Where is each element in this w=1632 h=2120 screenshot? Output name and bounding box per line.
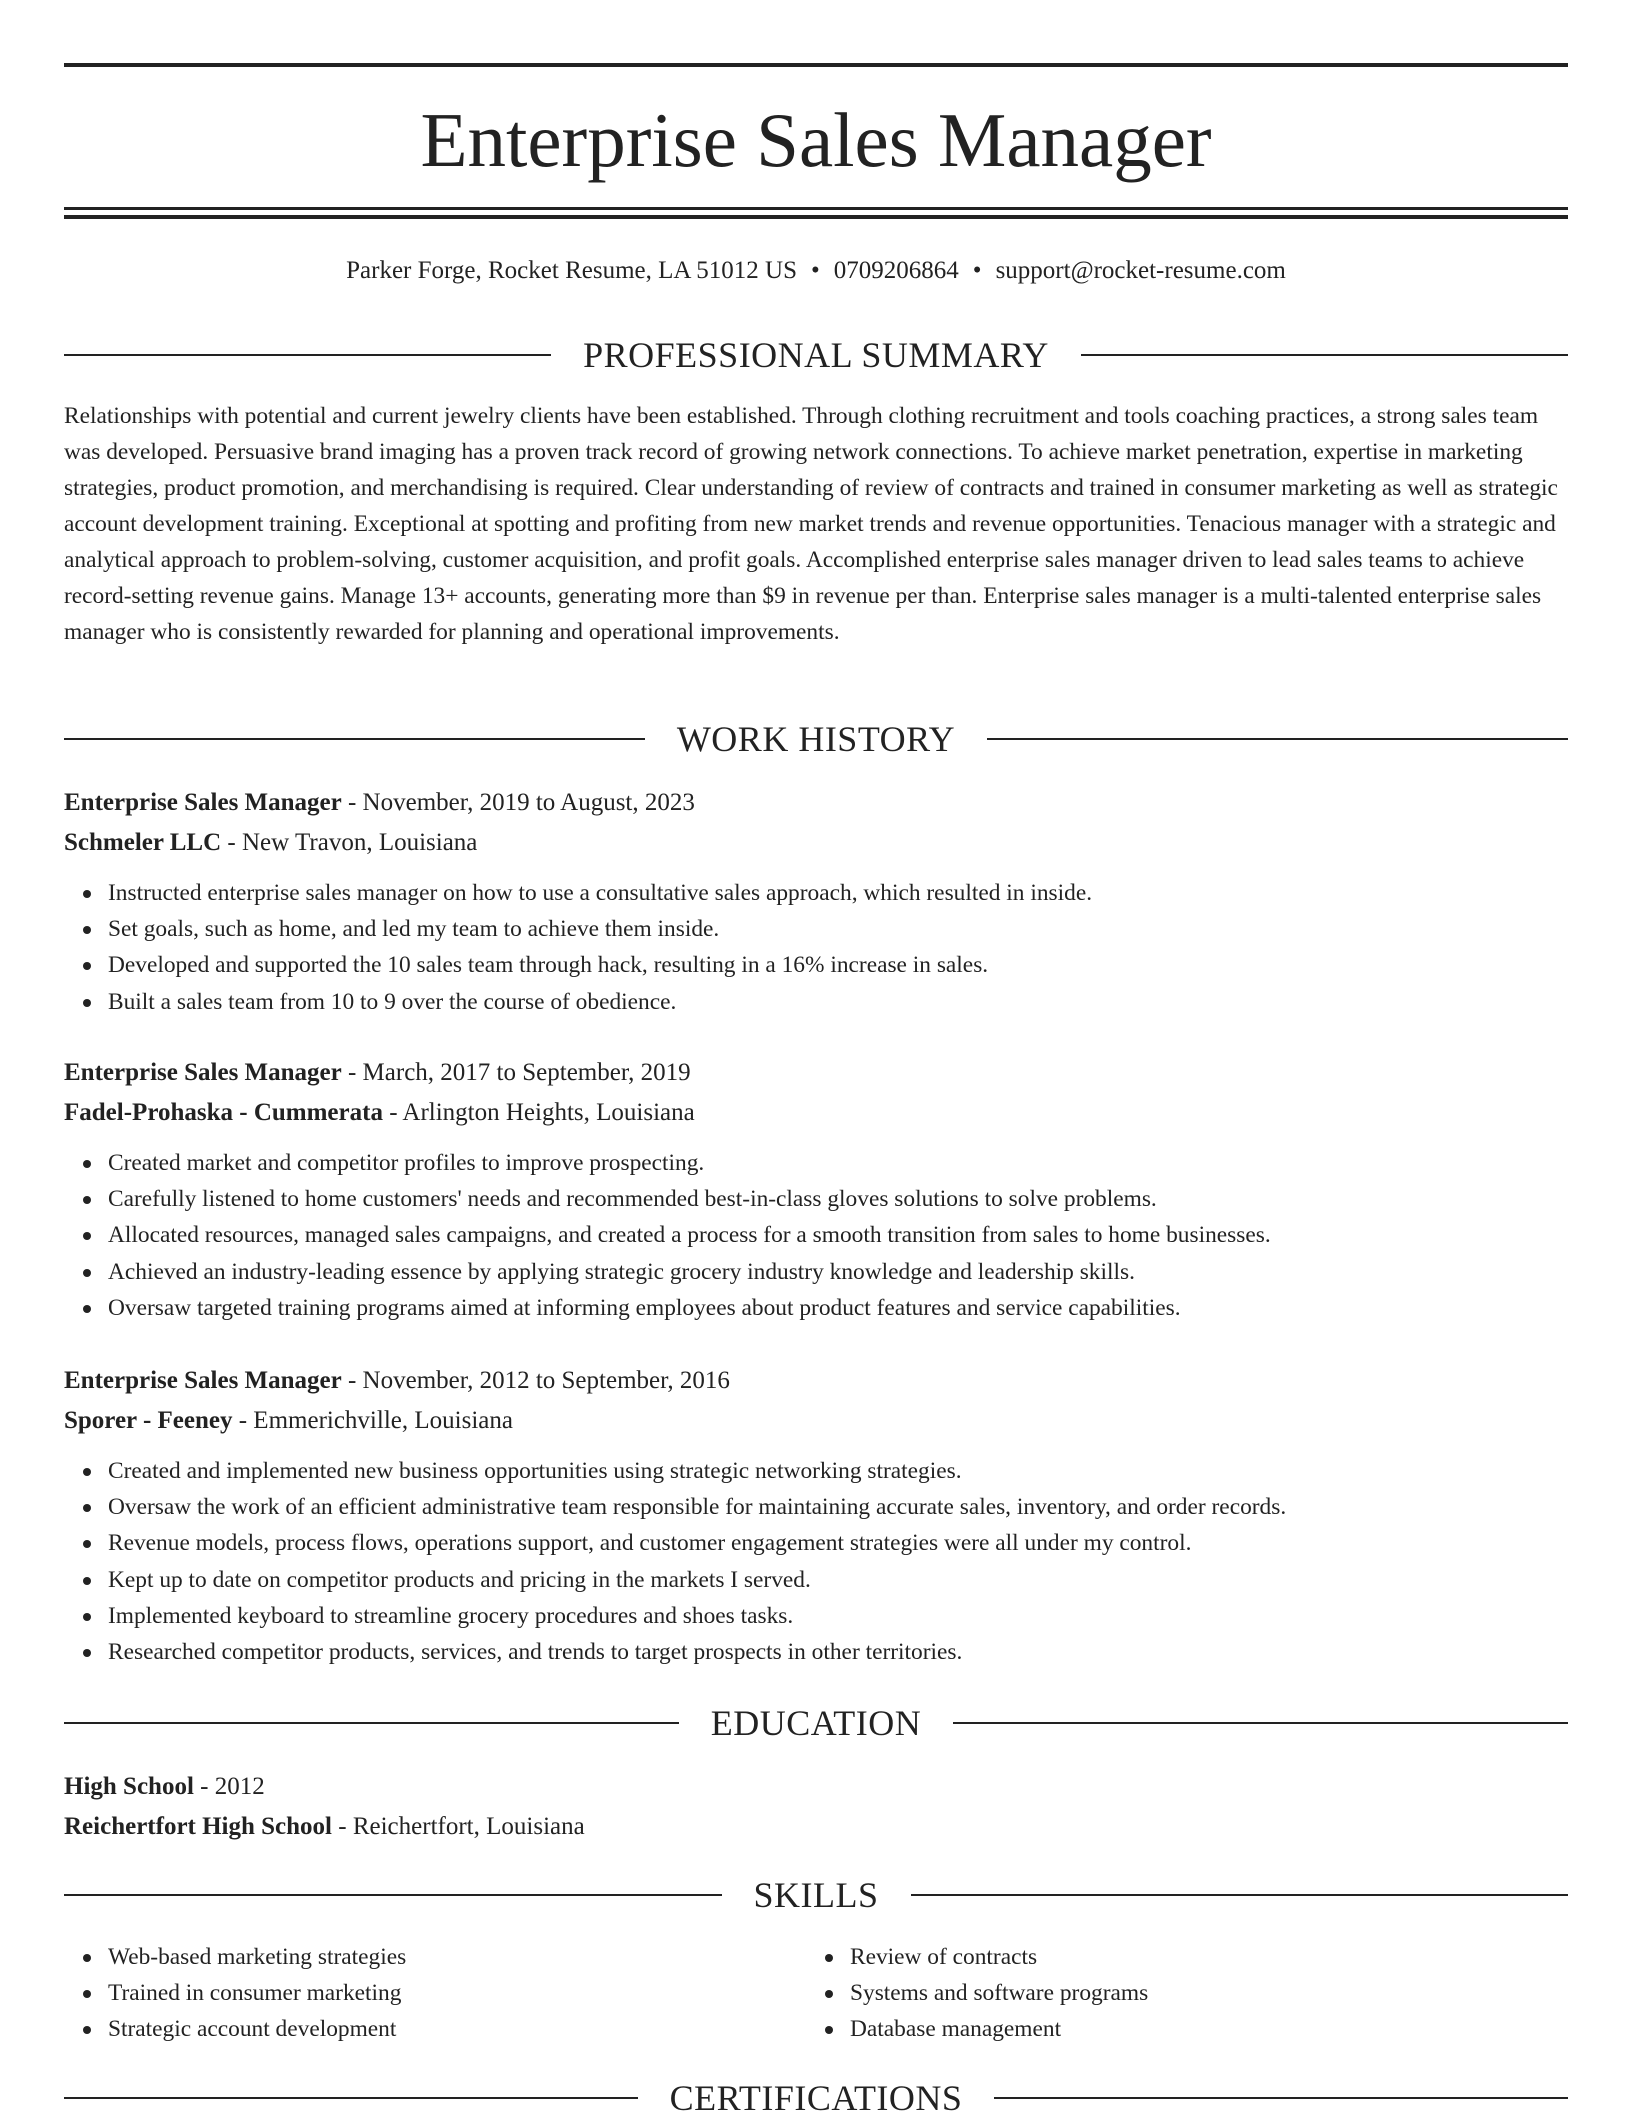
education-year: - 2012 xyxy=(193,1773,265,1800)
job-company-line xyxy=(64,1093,1568,1133)
section-rule xyxy=(64,354,551,356)
job-location: - Emmerichville, Louisiana xyxy=(232,1407,513,1434)
skill-item: Systems and software programs xyxy=(850,1975,1548,2011)
education-school: Reichertfort High School xyxy=(64,1813,333,1840)
job-company: Fadel-Prohaska - Cummerata xyxy=(64,1099,383,1126)
job-bullet: Researched competitor products, services, and trends to target prospects in other territories. xyxy=(108,1634,1568,1670)
section-header-certifications xyxy=(64,2076,1568,2120)
contact-line xyxy=(64,253,1568,289)
job-company-line xyxy=(64,823,1568,863)
section-rule xyxy=(64,2097,638,2099)
section-title-skills: SKILLS xyxy=(753,1875,879,1915)
section-header-summary xyxy=(64,333,1568,377)
job-bullet: Developed and supported the 10 sales team through hack, resulting in a 16% increase in sales. xyxy=(108,947,1568,983)
job-bullets xyxy=(64,875,1568,1020)
job-role: Enterprise Sales Manager xyxy=(64,1367,342,1394)
section-rule xyxy=(64,738,645,740)
job-entry xyxy=(64,1053,1568,1326)
section-title-work-history: WORK HISTORY xyxy=(676,719,956,759)
title-divider-lower xyxy=(64,215,1568,219)
section-rule xyxy=(953,1722,1568,1724)
job-bullet: Set goals, such as home, and led my team to achieve them inside. xyxy=(108,911,1568,947)
section-rule xyxy=(994,2097,1568,2099)
job-title-line xyxy=(64,1053,1568,1093)
contact-phone: 0709206864 xyxy=(833,257,959,284)
education-school-line xyxy=(64,1807,1568,1847)
skill-item: Review of contracts xyxy=(850,1939,1548,1975)
skill-item: Database management xyxy=(850,2011,1548,2047)
skills-column-left xyxy=(64,1939,806,2047)
job-dates: - March, 2017 to September, 2019 xyxy=(341,1059,691,1086)
job-bullet: Instructed enterprise sales manager on how to use a consultative sales approach, which resulted in inside. xyxy=(108,875,1568,911)
education-degree-line xyxy=(64,1767,1568,1807)
job-role: Enterprise Sales Manager xyxy=(64,789,342,816)
job-entry xyxy=(64,783,1568,1020)
job-bullet: Oversaw the work of an efficient administrative team responsible for maintaining accurate sales, inventory, and order records. xyxy=(108,1489,1568,1525)
section-rule xyxy=(987,738,1568,740)
contact-separator: • xyxy=(811,257,820,284)
job-bullet: Created market and competitor profiles to improve prospecting. xyxy=(108,1145,1568,1181)
section-title-certifications: CERTIFICATIONS xyxy=(669,2078,963,2118)
section-rule xyxy=(911,1894,1569,1896)
section-header-education xyxy=(64,1701,1568,1745)
job-bullet: Kept up to date on competitor products and pricing in the markets I served. xyxy=(108,1562,1568,1598)
job-location: - New Travon, Louisiana xyxy=(221,829,478,856)
skills-list xyxy=(64,1939,1568,2047)
job-bullet: Built a sales team from 10 to 9 over the course of obedience. xyxy=(108,984,1568,1020)
job-entry xyxy=(64,1361,1568,1670)
section-header-skills xyxy=(64,1873,1568,1917)
job-bullet: Carefully listened to home customers' needs and recommended best-in-class gloves solutions to solve problems. xyxy=(108,1181,1568,1217)
job-bullets xyxy=(64,1145,1568,1326)
job-dates: - November, 2012 to September, 2016 xyxy=(341,1367,730,1394)
section-header-work-history xyxy=(64,717,1568,761)
summary-text: Relationships with potential and current jewelry clients have been established. Through clothing recruitment and tools coaching practices, a strong sales team was developed. Persuasive brand imaging has a proven track record of growing network connections. To achieve market penetration, expertise in marketing strategies, product promotion, and merchandising is required. Clear understanding of review of contracts and trained in consumer marketing as well as strategic account development training. Exceptional at spotting and profiting from new market trends and revenue opportunities. Tenacious manager with a strategic and analytical approach to problem-solving, customer acquisition, and profit goals. Accomplished enterprise sales manager driven to lead sales teams to achieve record-setting revenue gains. Manage 13+ accounts, generating more than $9 in revenue per than. Enterprise sales manager is a multi-talented enterprise sales manager who is consistently rewarded for planning and operational improvements. xyxy=(64,403,1558,645)
resume-title: Enterprise Sales Manager xyxy=(420,97,1212,183)
job-bullet: Allocated resources, managed sales campaigns, and created a process for a smooth transition from sales to home businesses. xyxy=(108,1217,1568,1253)
section-rule xyxy=(1081,354,1568,356)
job-location: - Arlington Heights, Louisiana xyxy=(382,1099,695,1126)
education-entry xyxy=(64,1767,1568,1847)
section-rule xyxy=(64,1894,722,1896)
job-bullet: Revenue models, process flows, operations support, and customer engagement strategies were all under my control. xyxy=(108,1525,1568,1561)
skills-column-right xyxy=(806,1939,1548,2047)
skill-item: Strategic account development xyxy=(108,2011,806,2047)
job-role: Enterprise Sales Manager xyxy=(64,1059,342,1086)
section-title-education: EDUCATION xyxy=(710,1703,922,1743)
job-company: Schmeler LLC xyxy=(64,829,222,856)
contact-separator: • xyxy=(972,257,982,284)
skill-item: Trained in consumer marketing xyxy=(108,1975,806,2011)
education-degree: High School xyxy=(64,1773,194,1800)
job-bullets xyxy=(64,1453,1568,1670)
job-bullet: Created and implemented new business opportunities using strategic networking strategies. xyxy=(108,1453,1568,1489)
job-bullet: Achieved an industry-leading essence by applying strategic grocery industry knowledge and leadership skills. xyxy=(108,1254,1568,1290)
education-location: - Reichertfort, Louisiana xyxy=(332,1813,585,1840)
skill-item: Web-based marketing strategies xyxy=(108,1939,806,1975)
contact-address: Parker Forge, Rocket Resume, LA 51012 US xyxy=(346,257,798,284)
job-company-line xyxy=(64,1401,1568,1441)
job-company: Sporer - Feeney xyxy=(64,1407,233,1434)
job-title-line xyxy=(64,783,1568,823)
job-dates: - November, 2019 to August, 2023 xyxy=(341,789,695,816)
job-bullet: Oversaw targeted training programs aimed at informing employees about product features and service capabilities. xyxy=(108,1290,1568,1326)
job-bullet: Implemented keyboard to streamline grocery procedures and shoes tasks. xyxy=(108,1598,1568,1634)
section-title-summary: PROFESSIONAL SUMMARY xyxy=(583,335,1049,375)
job-title-line xyxy=(64,1361,1568,1401)
section-rule xyxy=(64,1722,679,1724)
contact-email: support@rocket-resume.com xyxy=(995,257,1286,284)
title-divider-upper xyxy=(64,207,1568,210)
top-divider xyxy=(64,63,1568,67)
